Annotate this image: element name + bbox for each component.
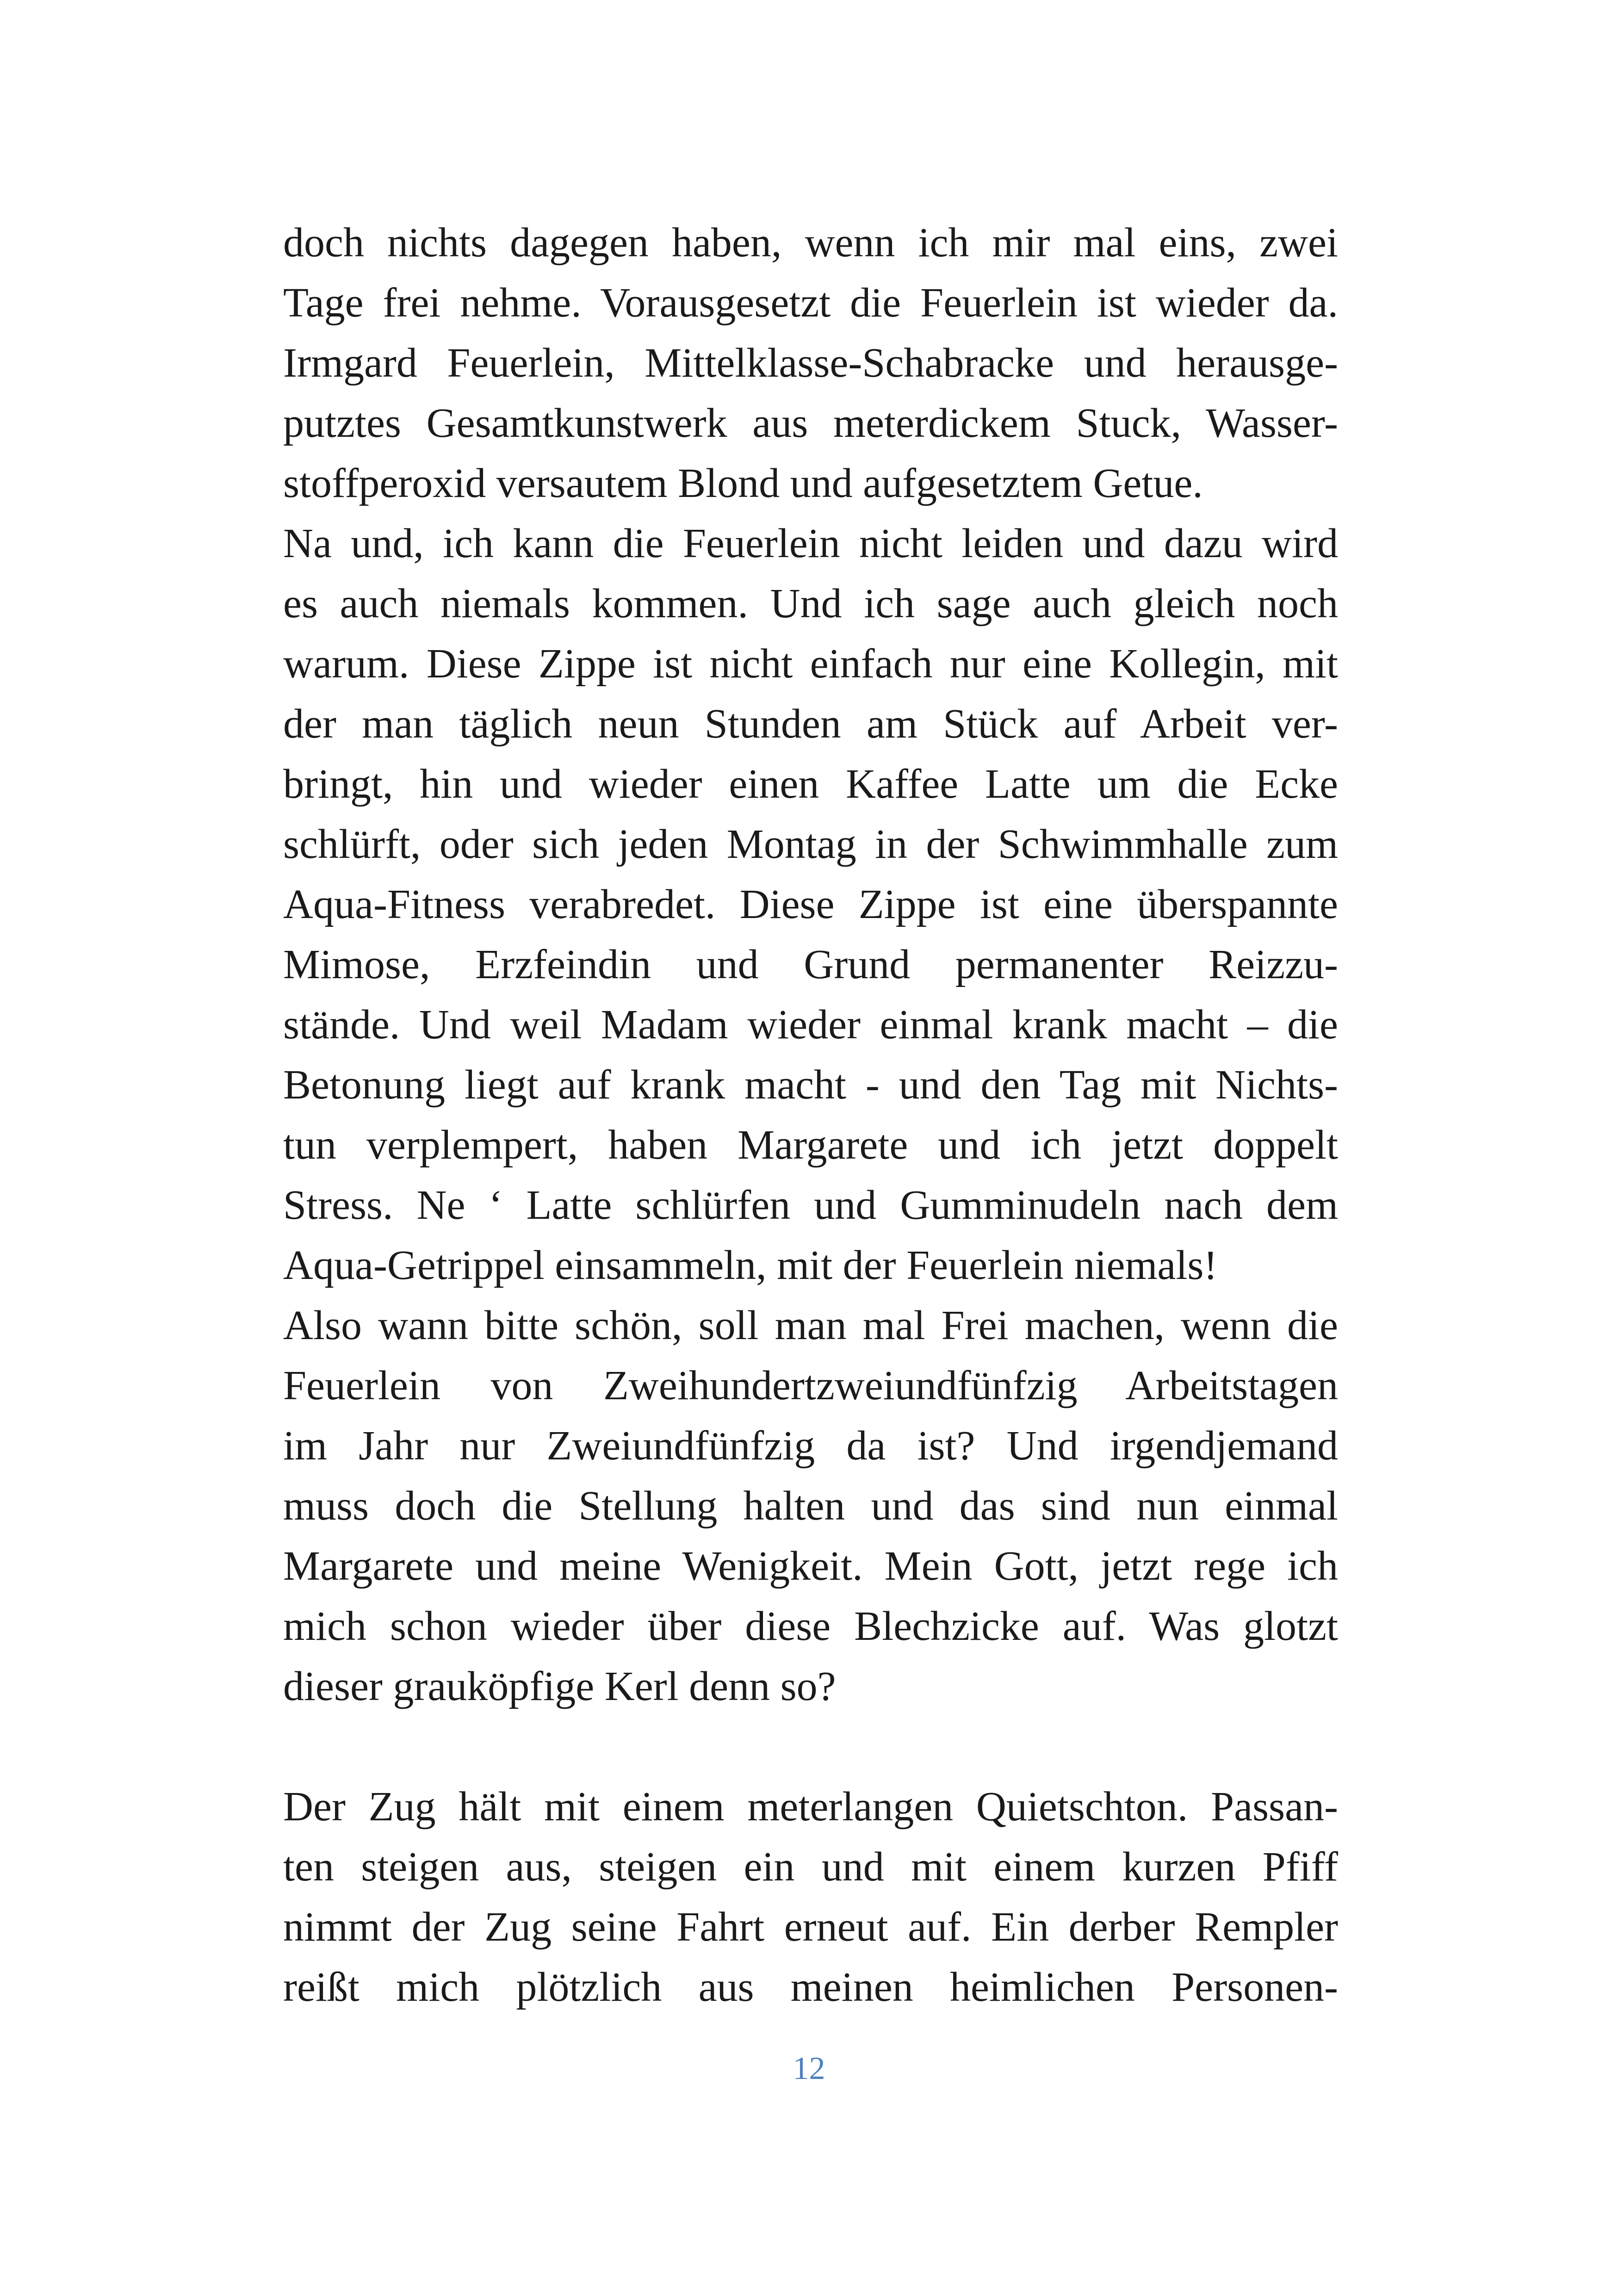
text-line: stände. Und weil Madam wieder einmal krank macht – die (283, 1002, 1338, 1048)
text-line: reißt mich plötzlich aus meinen heimlichen Personen- (283, 1964, 1338, 2010)
text-line: Aqua-Getrippel einsammeln, mit der Feuerlein niemals! (283, 1242, 1218, 1288)
text-line: Irmgard Feuerlein, Mittelklasse-Schabracke und herausge- (283, 340, 1338, 386)
text-line: Mimose, Erzfeindin und Grund permanenter Reizzu- (283, 942, 1338, 987)
paragraph (283, 1296, 1338, 1717)
text-line: stoffperoxid versautem Blond und aufgesetztem Getue. (283, 460, 1203, 506)
body-text (283, 213, 1338, 2017)
text-line: es auch niemals kommen. Und ich sage auch gleich noch (283, 581, 1338, 627)
text-line: nimmt der Zug seine Fahrt erneut auf. Ein derber Rempler (283, 1904, 1338, 1950)
text-line: Betonung liegt auf krank macht - und den Tag mit Nichts- (283, 1062, 1338, 1108)
text-line: Stress. Ne ‘ Latte schlürfen und Gumminudeln nach dem (283, 1182, 1338, 1228)
text-line: muss doch die Stellung halten und das sind nun einmal (283, 1483, 1338, 1529)
text-line: warum. Diese Zippe ist nicht einfach nur eine Kollegin, mit (283, 641, 1338, 687)
text-line: Margarete und meine Wenigkeit. Mein Gott, jetzt rege ich (283, 1543, 1338, 1589)
text-line: der man täglich neun Stunden am Stück auf Arbeit ver- (283, 701, 1338, 747)
text-line: Aqua-Fitness verabredet. Diese Zippe ist eine überspannte (283, 881, 1338, 927)
text-line: Der Zug hält mit einem meterlangen Quietschton. Passan- (283, 1784, 1338, 1830)
text-line: schlürft, oder sich jeden Montag in der Schwimmhalle zum (283, 821, 1338, 867)
page-number: 12 (793, 2051, 825, 2086)
text-line: doch nichts dagegen haben, wenn ich mir mal eins, zwei (283, 220, 1338, 266)
text-line: Tage frei nehme. Vorausgesetzt die Feuerlein ist wieder da. (283, 280, 1338, 326)
text-line: im Jahr nur Zweiundfünfzig da ist? Und irgendjemand (283, 1423, 1338, 1469)
text-line: ten steigen aus, steigen ein und mit einem kurzen Pfiff (283, 1844, 1338, 1890)
text-line: bringt, hin und wieder einen Kaffee Latte um die Ecke (283, 761, 1338, 807)
text-line: Feuerlein von Zweihundertzweiundfünfzig Arbeitstagen (283, 1363, 1338, 1409)
text-line: tun verplempert, haben Margarete und ich jetzt doppelt (283, 1122, 1338, 1168)
paragraph (283, 514, 1338, 1296)
paragraph (283, 1777, 1338, 2017)
text-line: Also wann bitte schön, soll man mal Frei machen, wenn die (283, 1303, 1338, 1348)
text-line: dieser grauköpfige Kerl denn so? (283, 1663, 836, 1709)
paragraph (283, 213, 1338, 514)
paragraph-gap (283, 1717, 1338, 1777)
text-line: Na und, ich kann die Feuerlein nicht leiden und dazu wird (283, 521, 1338, 566)
text-line: putztes Gesamtkunstwerk aus meterdickem Stuck, Wasser- (283, 400, 1338, 446)
text-line: mich schon wieder über diese Blechzicke auf. Was glotzt (283, 1603, 1338, 1649)
